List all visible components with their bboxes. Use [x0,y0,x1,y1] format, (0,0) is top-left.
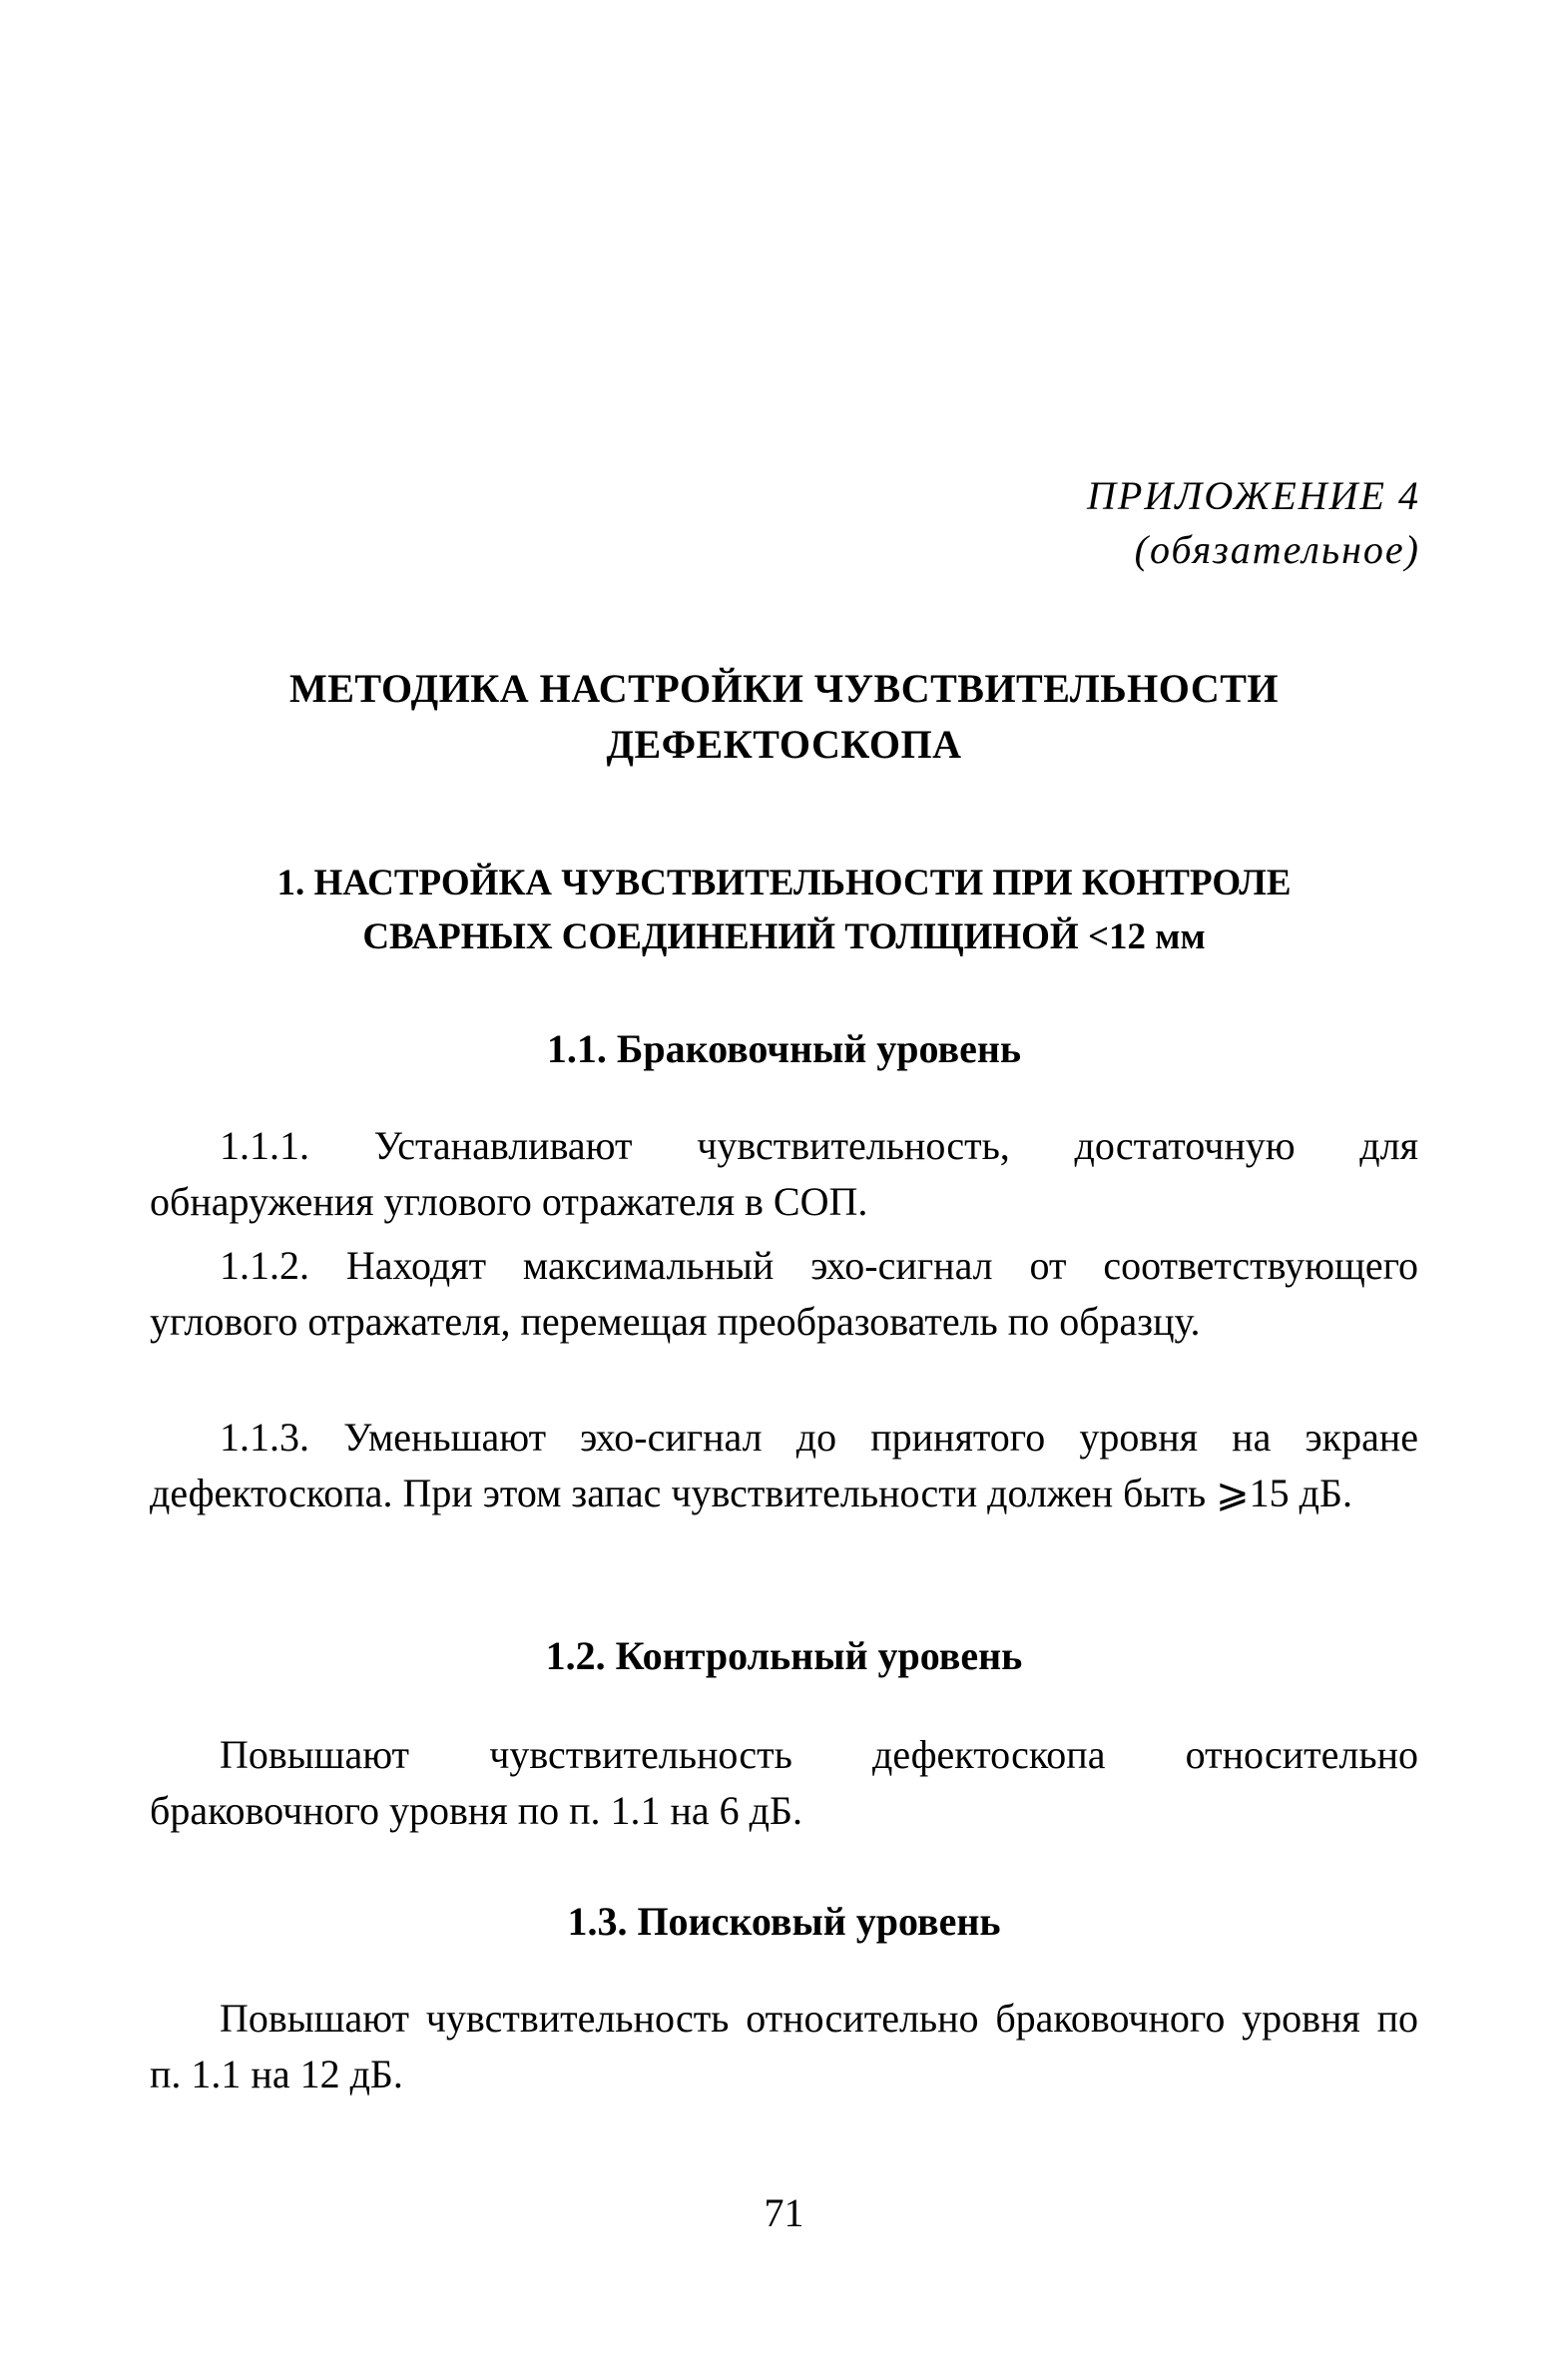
page-number: 71 [764,2190,804,2235]
section-title [150,857,1418,964]
appendix-label [1087,469,1420,577]
paragraph-1-1-2 [150,1238,1418,1350]
paragraph-1-1-1 [150,1118,1418,1230]
paragraph-1-1-3-text: 1.1.3. Уменьшают эхо-сигнал до принятого уровня на экране дефектоскопа. При этом запас чувствительности должен быть ⩾15 дБ. [150,1415,1418,1515]
appendix-title: ПРИЛОЖЕНИЕ 4 [1087,473,1420,518]
paragraph-1-3 [150,1991,1418,2102]
paragraph-1-1-3 [150,1410,1418,1521]
paragraph-1-3-text: Повышают чувствительность относительно браковочного уровня по п. 1.1 на 12 дБ. [150,1996,1418,2096]
section-title-line-1: 1. НАСТРОЙКА ЧУВСТВИТЕЛЬНОСТИ ПРИ КОНТРОЛЕ [276,863,1292,903]
subheading-1-2: 1.2. Контрольный уровень [545,1633,1023,1678]
subheading-1-3: 1.3. Поисковый уровень [567,1899,1001,1944]
appendix-note: (обязательное) [1134,527,1420,572]
section-title-line-2: СВАРНЫХ СОЕДИНЕНИЙ ТОЛЩИНОЙ <12 мм [362,916,1206,957]
paragraph-1-1-1-text: 1.1.1. Устанавливают чувствительность, достаточную для обнаружения углового отражателя в СОП. [150,1123,1418,1224]
main-title-line-2: ДЕФЕКТОСКОПА [606,722,962,767]
subheading-1-1: 1.1. Браковочный уровень [546,1026,1022,1071]
paragraph-1-2-text: Повышают чувствительность дефектоскопа относительно браковочного уровня по п. 1.1 на 6 дБ. [150,1732,1418,1833]
paragraph-1-2 [150,1727,1418,1839]
paragraph-1-1-2-text: 1.1.2. Находят максимальный эхо-сигнал от соответствующего углового отражателя, перемещая преобразователь по образцу. [150,1243,1418,1344]
main-title [150,661,1418,773]
main-title-line-1: МЕТОДИКА НАСТРОЙКИ ЧУВСТВИТЕЛЬНОСТИ [288,666,1280,711]
